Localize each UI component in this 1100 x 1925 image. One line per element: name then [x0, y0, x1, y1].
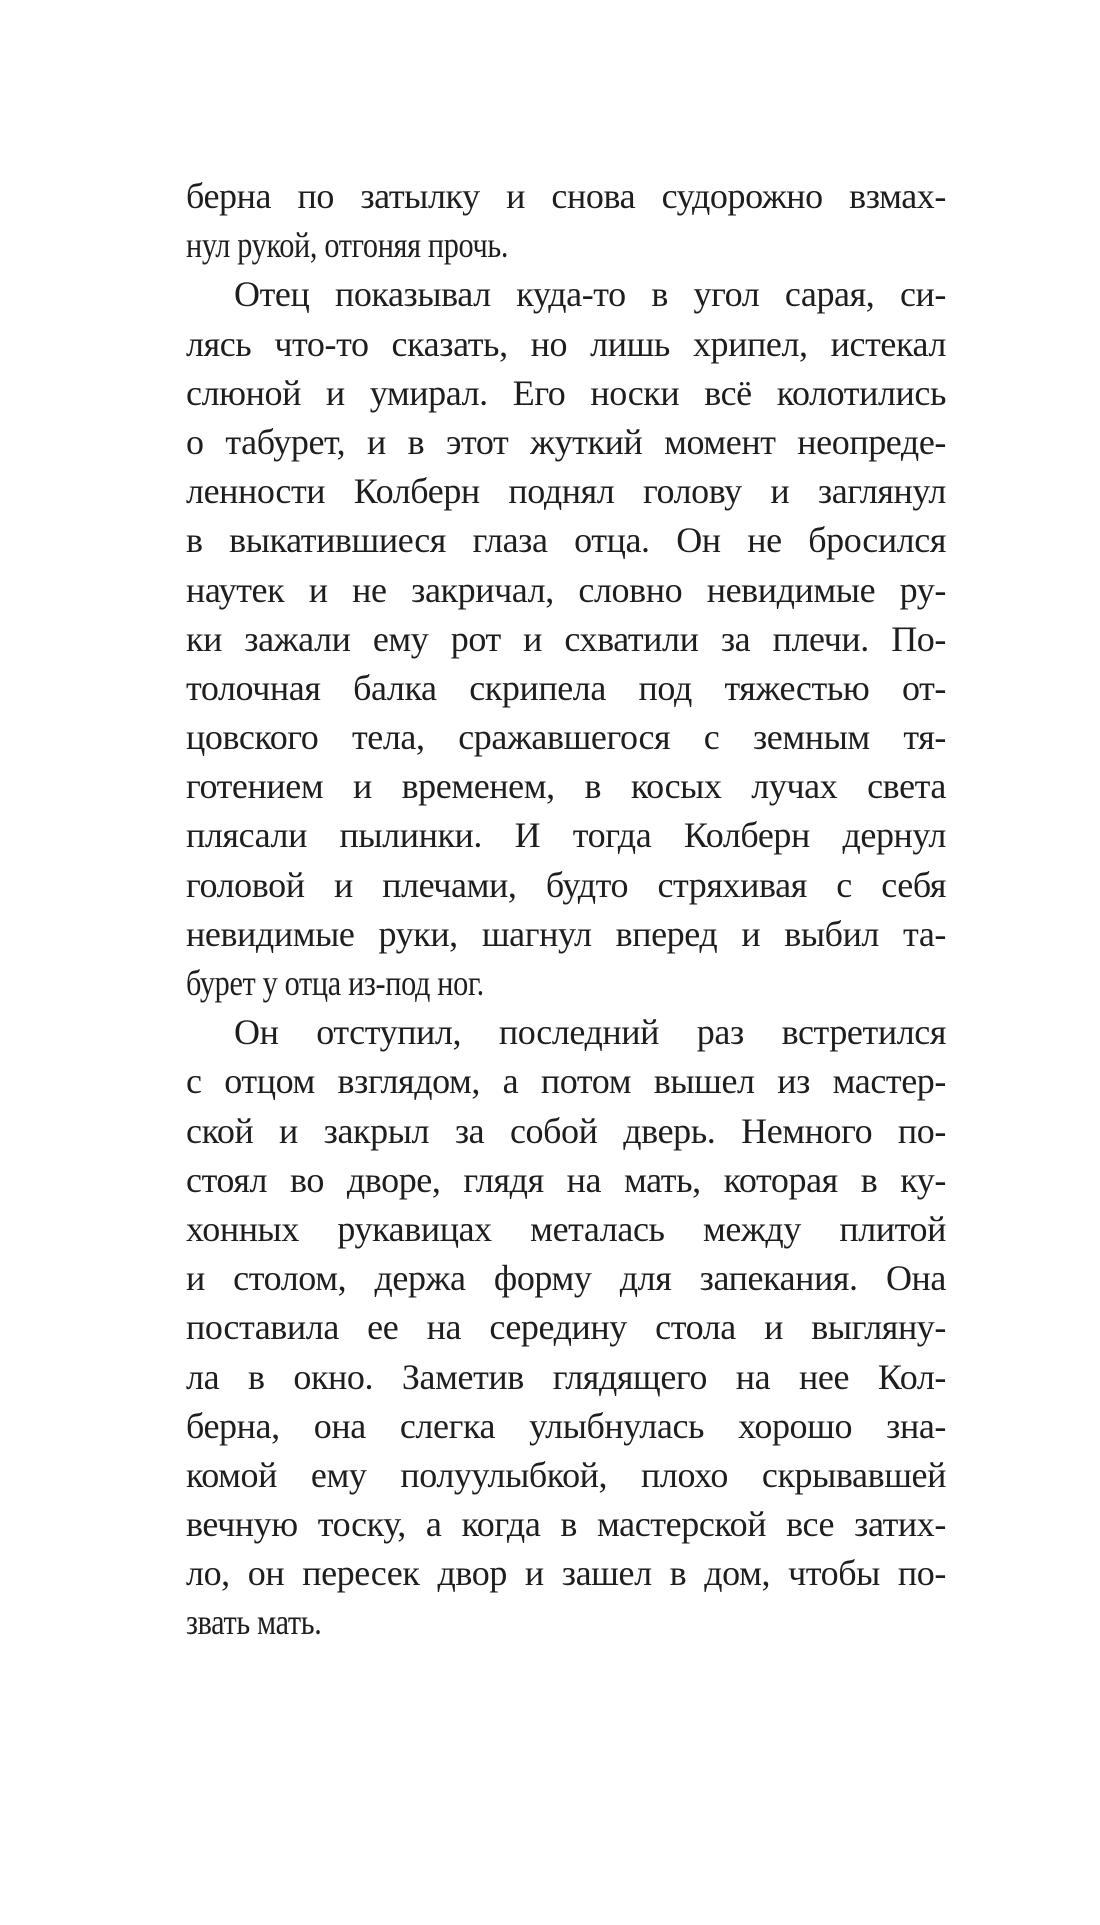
text-line: звать мать. — [186, 1602, 322, 1643]
text-line: цовского тела, сражавшегося с земным тя- — [186, 717, 946, 758]
text-line: Он отступил, последний раз встретился — [234, 1012, 946, 1053]
text-line: берна, она слегка улыбнулась хорошо зна- — [186, 1405, 946, 1446]
text-line: берна по затылку и снова судорожно взмах- — [186, 176, 946, 216]
text-line: слюной и умирал. Его носки всё колотились — [186, 372, 946, 413]
text-line: ки зажали ему рот и схватили за плечи. По- — [186, 618, 946, 659]
text-line: вечную тоску, а когда в мастерской все затих- — [186, 1504, 946, 1545]
text-line: Отец показывал куда-то в угол сарая, си- — [234, 274, 946, 315]
text-line: бурет у отца из-под ног. — [186, 963, 484, 1003]
text-line: головой и плечами, будто стряхивая с себя — [186, 864, 946, 905]
text-line: в выкатившиеся глаза отца. Он не бросился — [186, 520, 946, 561]
text-line: лясь что-то сказать, но лишь хрипел, истекал — [186, 323, 946, 364]
text-line: о табурет, и в этот жуткий момент неопреде- — [186, 421, 946, 462]
text-line: поставила ее на середину стола и выгляну- — [186, 1307, 946, 1348]
text-line: ла в окно. Заметив глядящего на нее Кол- — [186, 1356, 946, 1397]
text-line: ло, он пересек двор и зашел в дом, чтобы по- — [186, 1553, 946, 1594]
paragraph — [186, 172, 946, 270]
book-page-body — [186, 172, 946, 1648]
text-line: комой ему полуулыбкой, плохо скрывавшей — [186, 1454, 946, 1495]
text-line: готением и временем, в косых лучах света — [186, 766, 946, 807]
text-line: нул рукой, отгоняя прочь. — [186, 225, 509, 266]
text-line: с отцом взглядом, а потом вышел из мастер- — [186, 1061, 946, 1102]
text-line: плясали пылинки. И тогда Колберн дернул — [186, 815, 946, 856]
text-line: наутек и не закричал, словно невидимые ру- — [186, 569, 946, 610]
text-line: толочная балка скрипела под тяжестью от- — [186, 667, 946, 708]
text-line: ленности Колберн поднял голову и заглянул — [186, 471, 946, 512]
text-line: хонных рукавицах металась между плитой — [186, 1208, 946, 1249]
text-line: и столом, держа форму для запекания. Она — [186, 1258, 946, 1299]
text-line: невидимые руки, шагнул вперед и выбил та- — [186, 913, 946, 954]
paragraph — [186, 1008, 946, 1647]
text-line: стоял во дворе, глядя на мать, которая в ку- — [186, 1159, 946, 1200]
text-line: ской и закрыл за собой дверь. Немного по- — [186, 1110, 946, 1151]
paragraph — [186, 270, 946, 1008]
